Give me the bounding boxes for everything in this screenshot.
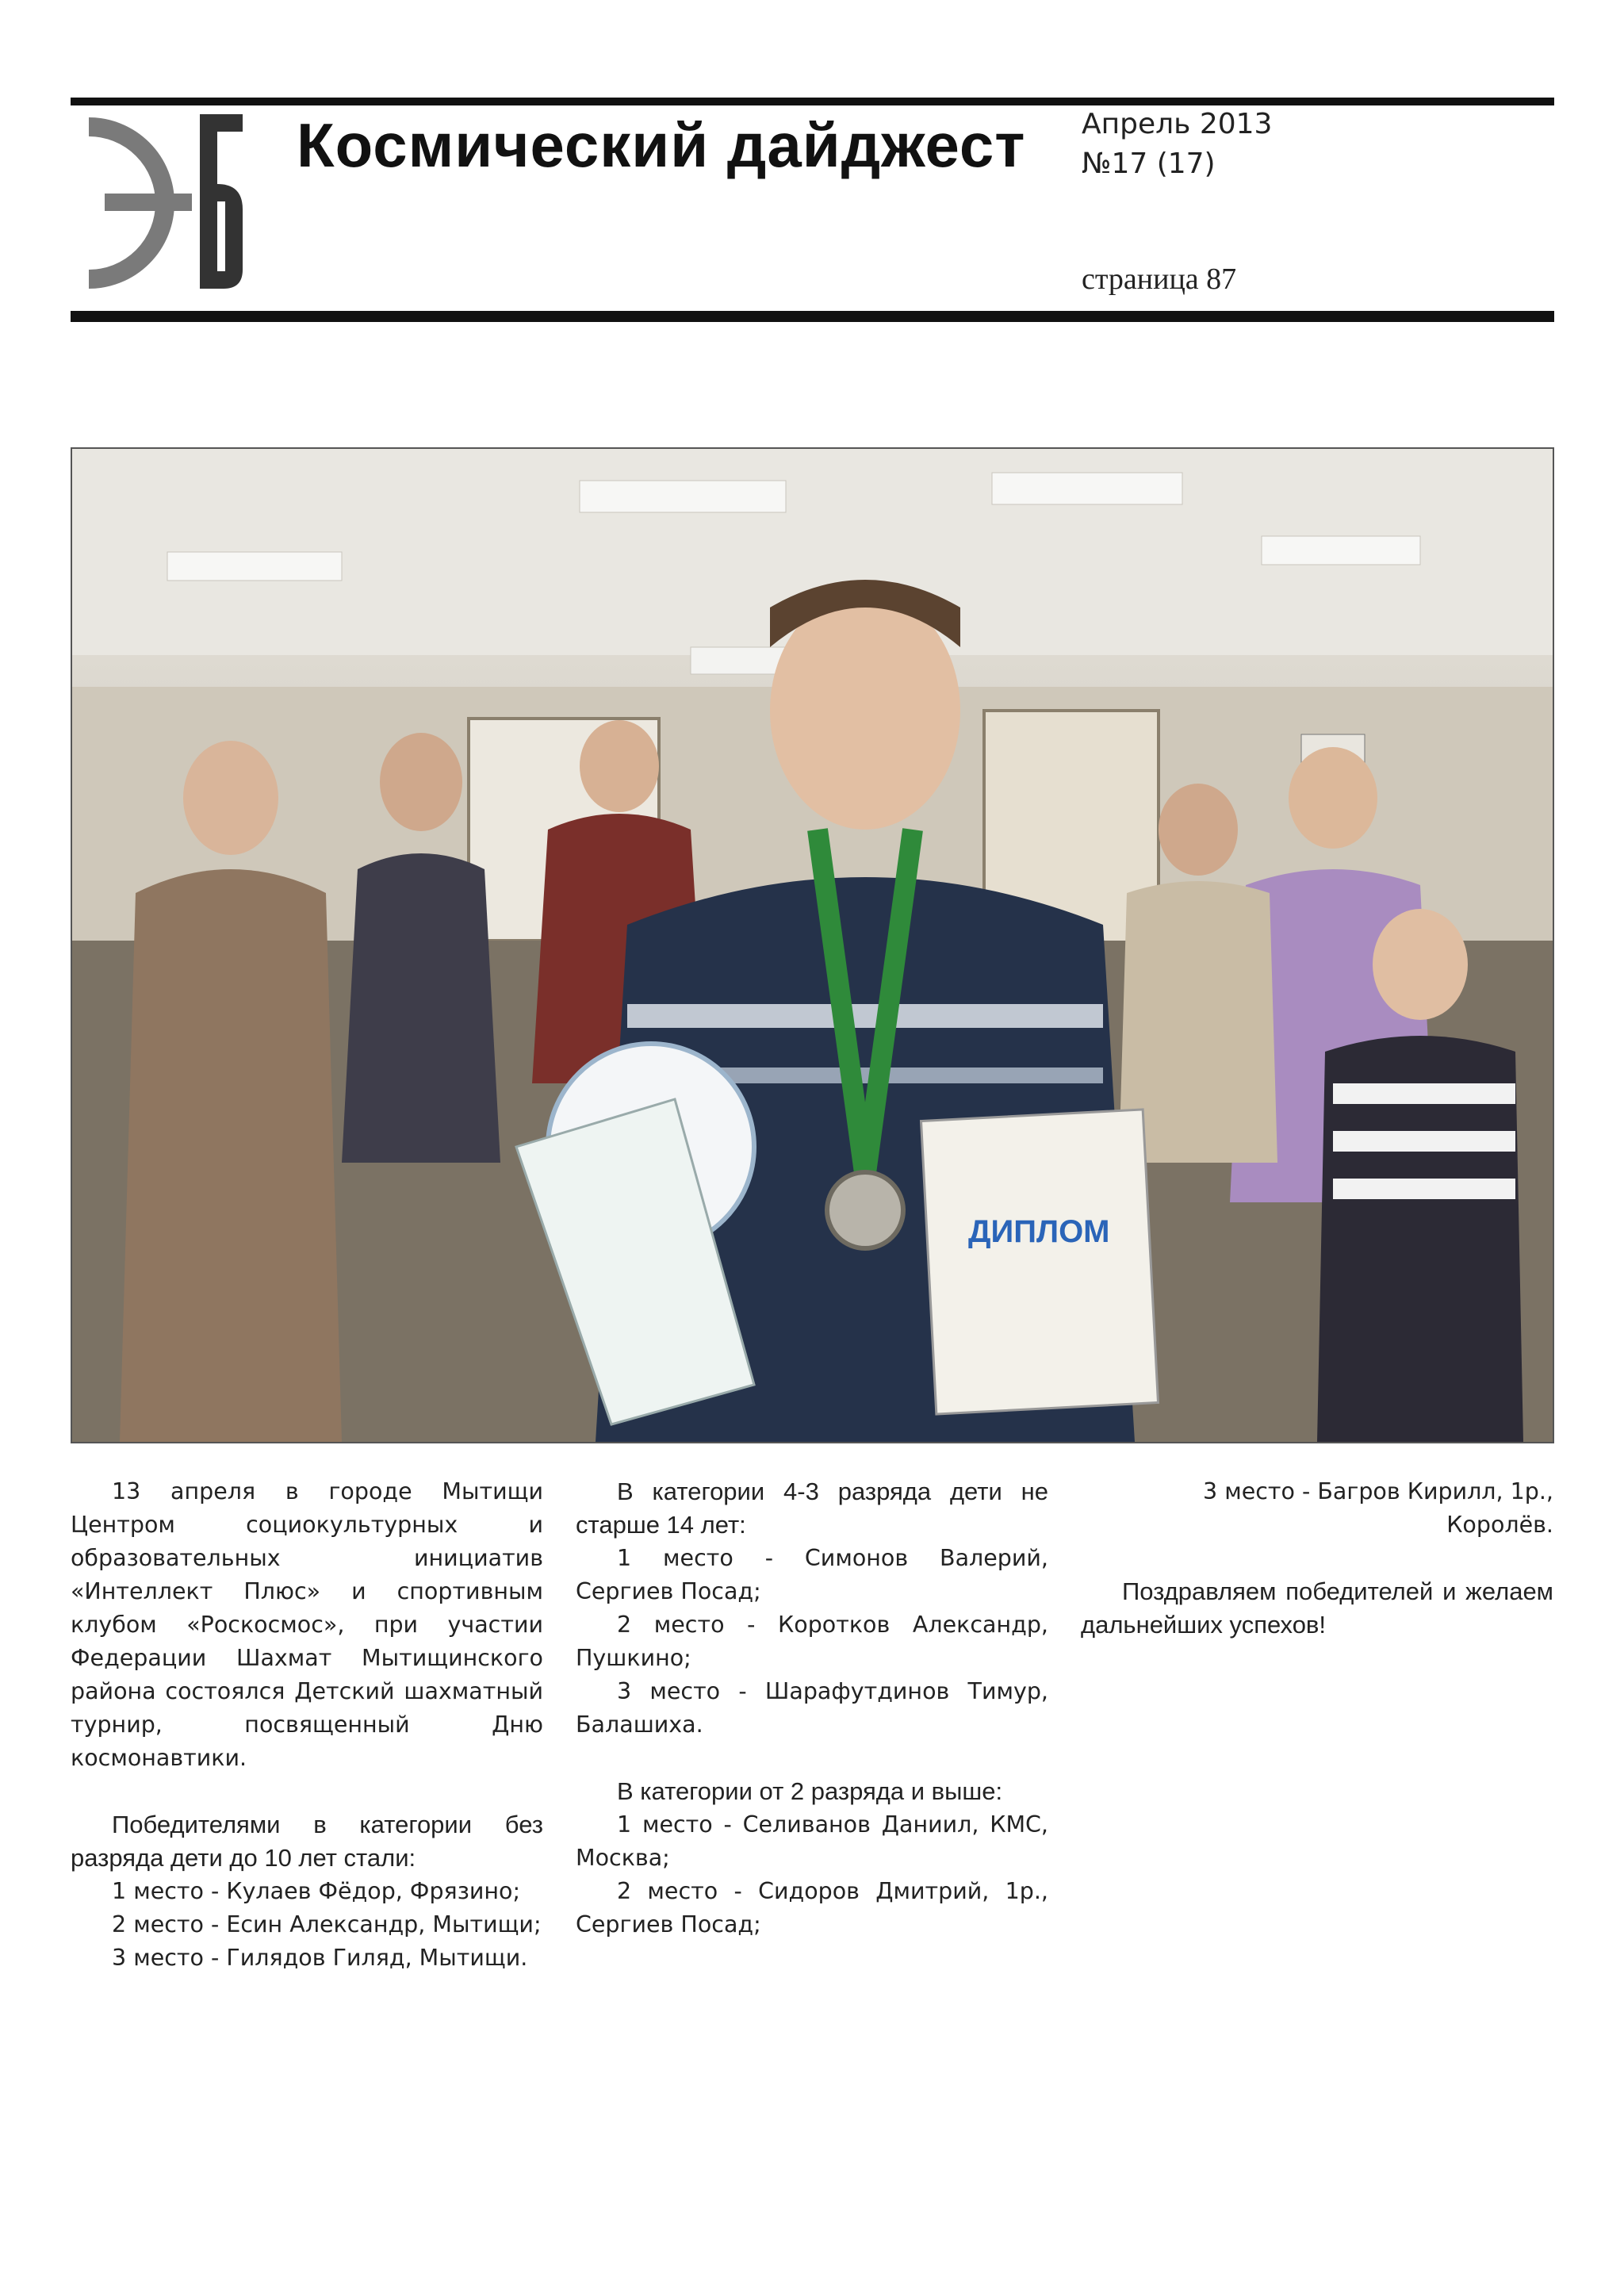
group2-place-2: 2 место - Коротков Александр, Пушкино; <box>576 1612 1048 1671</box>
column-1 <box>71 1475 543 1975</box>
group2-place-3: 3 место - Шарафутдинов Тимур, Балашиха. <box>576 1678 1048 1738</box>
group1-place-3: 3 место - Гилядов Гиляд, Мытищи. <box>112 1945 528 1971</box>
issue-date: Апрель 2013 <box>1082 108 1273 140</box>
header-bottom-rule <box>71 311 1554 322</box>
group3-place-2: 2 место - Сидоров Дмитрий, 1р., Сергиев Посад; <box>576 1878 1048 1938</box>
column-2 <box>576 1475 1048 1941</box>
group1-place-1: 1 место - Кулаев Фёдор, Фрязино; <box>112 1878 521 1904</box>
group1-heading: Победителями в категории без разряда дети до 10 лет стали: <box>71 1811 543 1872</box>
group3-place-3: 3 место - Багров Кирилл, 1р., Королёв. <box>1203 1478 1553 1538</box>
magazine-title: Космический дайджест <box>297 110 1026 180</box>
tournament-photo <box>71 447 1554 1443</box>
issue-number: №17 (17) <box>1082 148 1216 180</box>
group1-place-2: 2 место - Есин Александр, Мытищи; <box>112 1911 542 1938</box>
magazine-logo <box>73 111 247 295</box>
page-number: страница 87 <box>1082 263 1237 296</box>
group2-place-1: 1 место - Симонов Валерий, Сергиев Посад; <box>576 1545 1048 1604</box>
photo-illustration <box>72 449 1553 1442</box>
group2-heading: В категории 4-3 разряда дети не старше 14 лет: <box>576 1478 1048 1539</box>
closing-paragraph: Поздравляем победителей и желаем дальнейших успехов! <box>1081 1577 1553 1639</box>
group3-place-1: 1 место - Селиванов Даниил, КМС, Москва; <box>576 1811 1048 1871</box>
group3-heading: В категории от 2 разряда и выше: <box>617 1777 1003 1805</box>
diploma-label: ДИПЛОМ <box>968 1214 1110 1249</box>
intro-paragraph: 13 апреля в городе Мытищи Центром социокультурных и образовательных инициатив «Интеллект Плюс» и спортивным клубом «Роскосмос», при участии Федерации Шахмат Мытищинского района состоялся Детский шахматный турнир, посвященный Дню космонавтики. <box>71 1478 543 1771</box>
column-3 <box>1081 1475 1553 1642</box>
header-top-rule <box>71 98 1554 105</box>
